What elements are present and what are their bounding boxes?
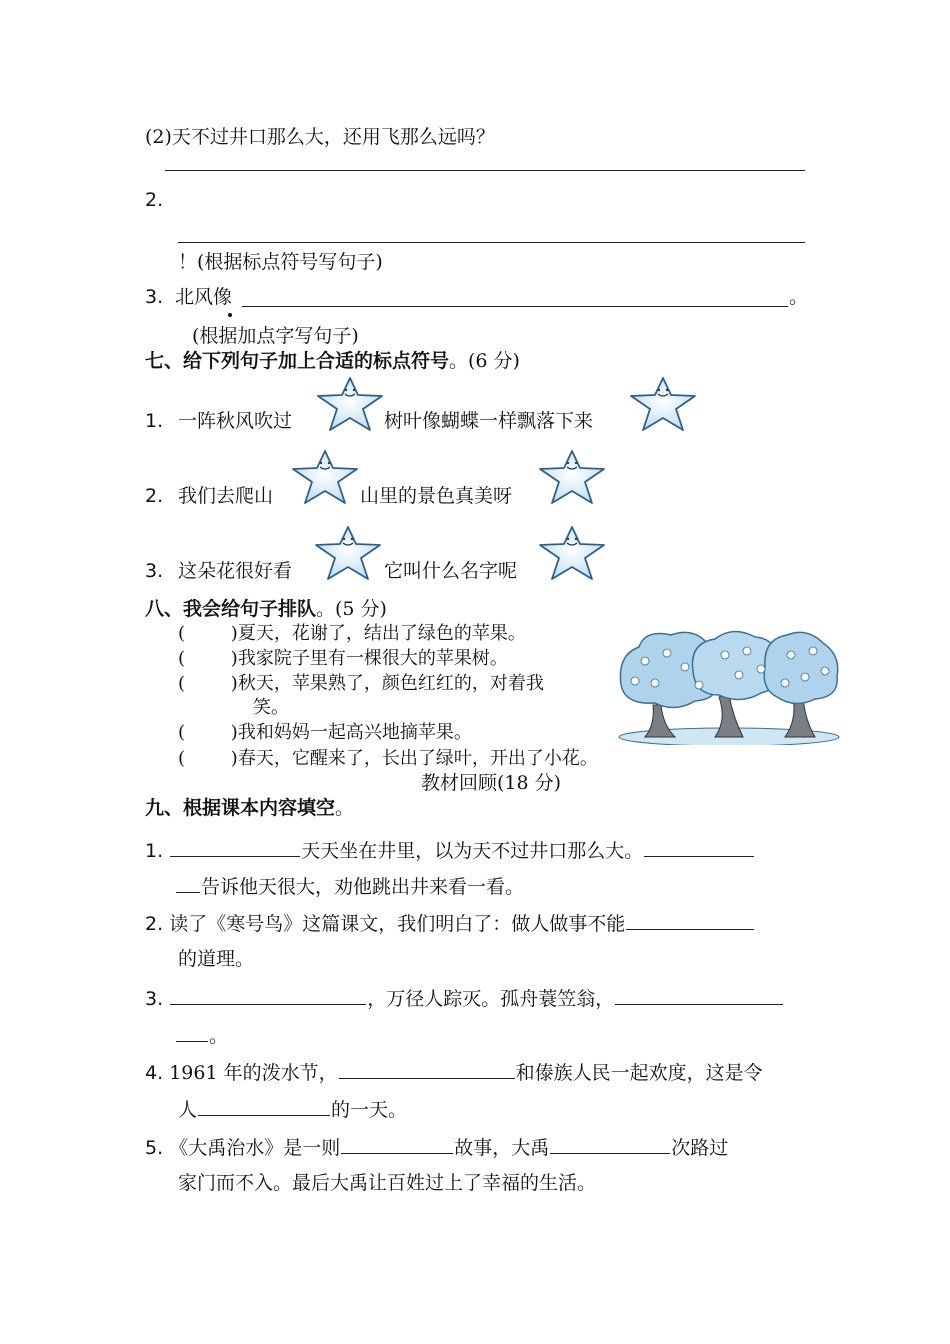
order-paren[interactable]: ( ): [178, 648, 238, 669]
order-text: 我和妈妈一起高兴地摘苹果。: [237, 722, 472, 743]
star-icon[interactable]: [536, 524, 608, 582]
order-paren[interactable]: ( ): [178, 673, 238, 694]
blank[interactable]: [170, 986, 366, 1005]
answer-line[interactable]: [165, 170, 805, 171]
item-number: 4.: [145, 1062, 164, 1084]
blank[interactable]: [339, 1060, 515, 1079]
subsection-heading: 教材回顾(18 分): [421, 772, 562, 794]
section-score: 。(5 分): [316, 598, 387, 620]
sentence-part: 这朵花很好看: [178, 560, 293, 582]
item-number: 5.: [145, 1137, 164, 1159]
question-text: 家门而不入。最后大禹让百姓过上了幸福的生活。: [178, 1172, 597, 1194]
fill-question-3-cont: [175, 1023, 228, 1048]
fill-question-5: [145, 1135, 728, 1160]
section-score: 。(6 分): [449, 350, 520, 372]
question-text: 告诉他天很大，劝他跳出井来看一看。: [201, 876, 525, 898]
item-number: 3.: [145, 560, 164, 582]
emphasis-dot: [228, 313, 232, 317]
sentence-part: 树叶像蝴蝶一样飘落下来: [384, 410, 594, 432]
question-text: 读了《寒号鸟》这篇课文，我们明白了：做人做事不能: [169, 913, 626, 935]
section-title: 七、给下列句子加上合适的标点符号: [145, 350, 450, 372]
section-8-heading: [145, 598, 387, 621]
blank[interactable]: [644, 838, 754, 857]
star-icon[interactable]: [314, 375, 386, 433]
blank[interactable]: [550, 1135, 670, 1154]
section-9-heading: [145, 797, 354, 820]
item-3-prefix: 北风像: [175, 286, 233, 308]
question-text: 的道理。: [178, 948, 255, 970]
section-title: 八、我会给句子排队: [145, 598, 317, 620]
item-number: 2.: [145, 189, 164, 211]
item-2-hint: ！(根据标点符号写句子): [178, 251, 383, 273]
question-text: ，万径人踪灭。孤舟蓑笠翁，: [367, 988, 615, 1010]
blank[interactable]: [615, 986, 783, 1005]
order-text-continued: 笑。: [253, 697, 289, 718]
question-text: 。: [209, 1025, 229, 1047]
star-icon[interactable]: [536, 448, 608, 506]
answer-line[interactable]: [178, 242, 805, 243]
question-text: 《大禹治水》是一则: [169, 1137, 341, 1159]
section-7-heading: [145, 350, 520, 373]
order-item: [178, 722, 472, 744]
section-title-end: 。: [335, 797, 355, 819]
item-3-hint: (根据加点字写句子): [192, 325, 359, 347]
item-number: 3.: [145, 286, 164, 308]
question-text: 人: [178, 1099, 198, 1121]
order-item: [178, 623, 526, 645]
order-paren[interactable]: ( ): [178, 722, 238, 743]
fill-question-3: [145, 986, 784, 1011]
order-text: 我家院子里有一棵很大的苹果树。: [237, 648, 508, 669]
question-text: 和傣族人民一起欢度，这是令: [515, 1062, 763, 1084]
blank[interactable]: [341, 1135, 453, 1154]
order-text: 夏天，花谢了，结出了绿色的苹果。: [237, 623, 526, 644]
blank[interactable]: [170, 838, 300, 857]
order-text: 秋天，苹果熟了，颜色红红的，对着我: [237, 673, 544, 694]
fill-question-4: [145, 1060, 763, 1085]
order-paren[interactable]: ( ): [178, 623, 238, 644]
blank[interactable]: [626, 911, 754, 930]
question-text: 天天坐在井里，以为天不过井口那么大。: [301, 840, 644, 862]
order-item: [178, 673, 544, 695]
item-number: 3.: [145, 988, 164, 1010]
fill-question-1: [145, 838, 755, 863]
question-text: 1961 年的泼水节，: [169, 1062, 338, 1084]
item-number: 2.: [145, 485, 164, 507]
sentence-part: 山里的景色真美呀: [360, 485, 513, 507]
blank[interactable]: [176, 1023, 208, 1042]
sentence-part: 我们去爬山: [178, 485, 274, 507]
fill-question-1-cont: [175, 874, 524, 899]
item-number: 2.: [145, 913, 164, 935]
order-text: 春天，它醒来了，长出了绿叶，开出了小花。: [237, 748, 598, 769]
question-text: 的一天。: [331, 1099, 408, 1121]
sentence-part: 一阵秋风吹过: [178, 410, 293, 432]
star-icon[interactable]: [289, 448, 361, 506]
blank[interactable]: [198, 1097, 330, 1116]
order-item: [178, 648, 508, 670]
item-number: 1.: [145, 410, 164, 432]
apple-tree-illustration: [615, 625, 843, 745]
star-icon[interactable]: [627, 375, 699, 433]
blank[interactable]: [176, 874, 200, 893]
question-text: 次路过: [671, 1137, 729, 1159]
order-paren[interactable]: ( ): [178, 748, 238, 769]
item-number: 1.: [145, 840, 164, 862]
star-icon[interactable]: [312, 524, 384, 582]
fill-question-4-cont: [178, 1097, 407, 1122]
question-text: 故事，大禹: [454, 1137, 550, 1159]
fill-question-2: [145, 911, 755, 936]
item-3-period: 。: [789, 286, 809, 308]
order-item: [178, 748, 598, 770]
section-title: 九、根据课本内容填空: [145, 797, 336, 819]
sub-question-2: (2)天不过井口那么大，还用飞那么远吗？: [145, 126, 495, 148]
answer-line[interactable]: [242, 306, 788, 307]
sentence-part: 它叫什么名字呢: [384, 560, 518, 582]
